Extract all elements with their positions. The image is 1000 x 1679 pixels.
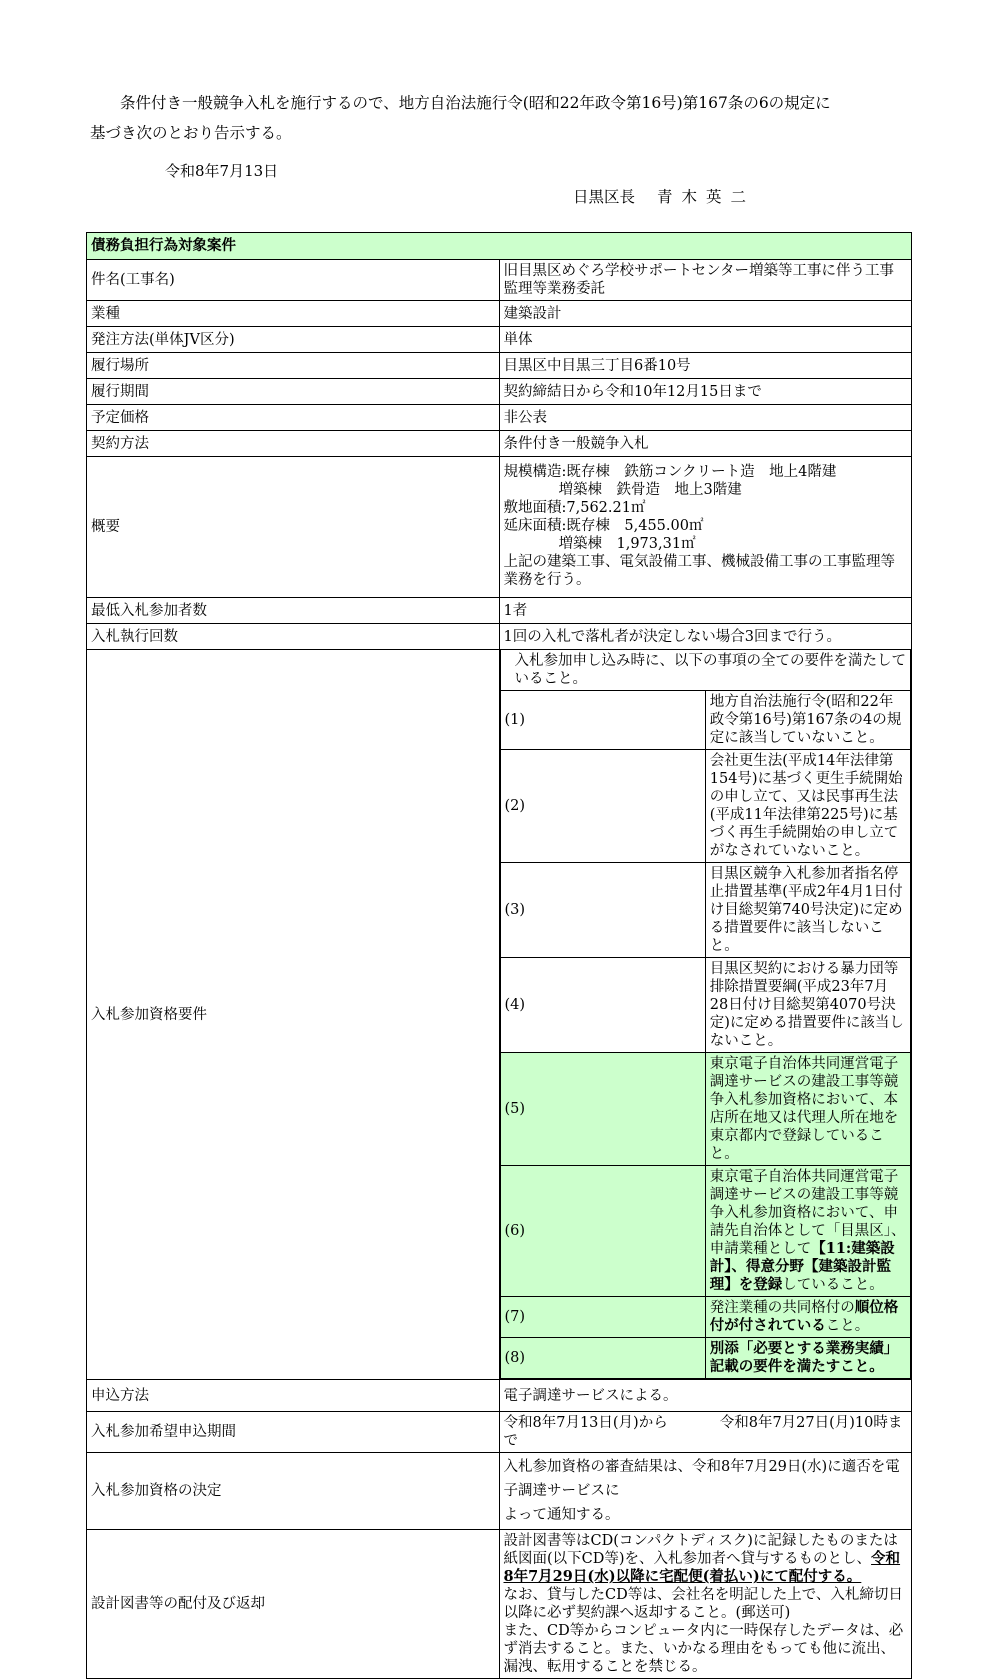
requirement-text: 目黒区競争入札参加者指名停止措置基準(平成2年4月1日付け目総契第740号決定)に定める措置要件に該当しないこと。 <box>705 863 910 958</box>
requirement-text: 目黒区契約における暴力団等排除措置要綱(平成23年7月28日付け目総契第4070号決定)に定める措置要件に該当しないこと。 <box>705 958 910 1053</box>
row-value-decision <box>499 1453 912 1530</box>
requirement-item <box>500 1297 911 1338</box>
row-value-price: 非公表 <box>499 405 912 431</box>
overview-line-5: 増築棟 1,973,31㎡ <box>558 536 696 552</box>
requirement-number: (3) <box>500 863 705 958</box>
notice-intro <box>90 88 910 148</box>
row-value-industry: 建築設計 <box>499 301 912 327</box>
intro-line-1: 条件付き一般競争入札を施行するので、地方自治法施行令(昭和22年政令第16号)第167条の6の規定に <box>120 94 831 112</box>
intro-line-2: 基づき次のとおり告示する。 <box>90 124 292 142</box>
notice-date: 令和8年7月13日 <box>165 162 279 180</box>
requirement-text: 地方自治法施行令(昭和22年政令第16号)第167条の4の規定に該当していないこと。 <box>705 691 910 750</box>
requirement-number: (1) <box>500 691 705 750</box>
req7-text-a: 発注業種の共同格付の <box>709 1300 855 1316</box>
row-value-min-bidders: 1者 <box>499 598 912 624</box>
row-value-project-name: 旧目黒区めぐろ学校サポートセンター増築等工事に伴う工事監理等業務委託 <box>499 260 912 301</box>
row-value-location: 目黒区中目黒三丁目6番10号 <box>499 353 912 379</box>
req7-text-c: こと。 <box>825 1318 870 1334</box>
row-label-apply-period: 入札参加希望申込期間 <box>87 1412 500 1453</box>
row-label-bid-rounds: 入札執行回数 <box>87 624 500 650</box>
requirement-item <box>500 958 911 1053</box>
requirement-item <box>500 1166 911 1297</box>
row-value-apply-method: 電子調達サービスによる。 <box>499 1380 912 1412</box>
requirement-text <box>705 1297 910 1338</box>
requirement-item <box>500 691 911 750</box>
overview-line-4: 延床面積:既存棟 5,455.00㎡ <box>503 518 704 534</box>
signer-title: 日黒区長 <box>573 188 636 206</box>
drawings-text-a: 設計図書等はCD(コンパクトディスク)に記録したものまたは紙図面(以下CD等)を、入札参加者へ貸与するものとし、 <box>503 1533 898 1567</box>
requirement-number: (5) <box>500 1053 705 1166</box>
requirement-item <box>500 1338 911 1379</box>
req6-text-a: 東京電子自治体共同運営電子調達サービスの建設工事等競争入札参加資格において、申請先自治体として「目黒区」、申請業種として <box>709 1169 906 1257</box>
row-value-requirements <box>499 650 912 1380</box>
drawings-data-note: また、CD等からコンピュータ内に一時保存したデータは、必ず消去すること。また、いかなる理由をもっても他に流出、漏洩、転用することを禁じる。 <box>503 1623 904 1675</box>
row-value-overview <box>499 457 912 598</box>
requirement-number: (2) <box>500 750 705 863</box>
row-value-order-method: 単体 <box>499 327 912 353</box>
row-value-drawings <box>499 1530 912 1679</box>
drawings-return-note: なお、貸与したCD等は、会社名を明記した上で、入札締切日以降に必ず契約課へ返却すること。(郵送可) <box>503 1587 903 1621</box>
row-label-decision: 入札参加資格の決定 <box>87 1453 500 1530</box>
decision-line-2: よって通知する。 <box>503 1507 620 1523</box>
tender-table <box>86 232 912 1679</box>
row-label-industry: 業種 <box>87 301 500 327</box>
requirement-number: (8) <box>500 1338 705 1379</box>
req6-text-c: していること。 <box>782 1277 884 1293</box>
req7-text-bold: 順位格付が付されている <box>709 1299 899 1334</box>
requirement-number: (6) <box>500 1166 705 1297</box>
row-label-drawings: 設計図書等の配付及び返却 <box>87 1530 500 1679</box>
table-header: 債務負担行為対象案件 <box>87 233 912 260</box>
signer-name: 青木英二 <box>657 188 756 206</box>
row-value-bid-rounds: 1回の入札で落札者が決定しない場合3回まで行う。 <box>499 624 912 650</box>
row-label-period: 履行期間 <box>87 379 500 405</box>
row-label-min-bidders: 最低入札参加者数 <box>87 598 500 624</box>
overview-line-1: 規模構造:既存棟 鉄筋コンクリート造 地上4階建 <box>503 464 837 480</box>
row-label-order-method: 発注方法(単体JV区分) <box>87 327 500 353</box>
requirements-list <box>500 650 912 1379</box>
overview-line-3: 敷地面積:7,562.21㎡ <box>503 500 646 516</box>
drawings-text-emphasis: 令和8年7月29日(水)以降に宅配便(着払い)にて配付する。 <box>503 1550 901 1585</box>
overview-line-2: 増築棟 鉄骨造 地上3階建 <box>558 482 742 498</box>
req6-text-bold: 【11:建築設計】、得意分野【建築設計監理】を登録 <box>709 1240 895 1293</box>
overview-line-6: 上記の建築工事、電気設備工事、機械設備工事の工事監理等業務を行う。 <box>503 554 895 588</box>
row-label-price: 予定価格 <box>87 405 500 431</box>
decision-line-1: 入札参加資格の審査結果は、令和8年7月29日(水)に適否を電子調達サービスに <box>503 1459 900 1499</box>
row-label-location: 履行場所 <box>87 353 500 379</box>
row-value-apply-period <box>499 1412 912 1453</box>
row-label-overview: 概要 <box>87 457 500 598</box>
requirement-text: 会社更生法(平成14年法律第154号)に基づく更生手続開始の申し立て、又は民事再生法(平成11年法律第225号)に基づく再生手続開始の申し立てがなされていないこと。 <box>705 750 910 863</box>
row-label-project-name: 件名(工事名) <box>87 260 500 301</box>
row-value-contract-method: 条件付き一般競争入札 <box>499 431 912 457</box>
row-label-apply-method: 申込方法 <box>87 1380 500 1412</box>
apply-period-from: 令和8年7月13日(月)から <box>503 1415 668 1431</box>
apply-period-to: 令和8年7月27日(月)10時まで <box>503 1415 903 1449</box>
requirement-number: (7) <box>500 1297 705 1338</box>
signer <box>573 185 755 207</box>
requirement-text <box>705 1166 910 1297</box>
requirement-text: 別添「必要とする業務実績」記載の要件を満たすこと。 <box>705 1338 910 1379</box>
row-value-period: 契約締結日から令和10年12月15日まで <box>499 379 912 405</box>
row-label-contract-method: 契約方法 <box>87 431 500 457</box>
requirement-text: 東京電子自治体共同運営電子調達サービスの建設工事等競争入札参加資格において、本店所在地又は代理人所在地を東京都内で登録していること。 <box>705 1053 910 1166</box>
requirement-item <box>500 750 911 863</box>
requirement-item <box>500 1053 911 1166</box>
requirement-number: (4) <box>500 958 705 1053</box>
requirement-item <box>500 863 911 958</box>
requirements-intro: 入札参加申し込み時に、以下の事項の全ての要件を満たしていること。 <box>500 650 911 691</box>
row-label-requirements: 入札参加資格要件 <box>87 650 500 1380</box>
